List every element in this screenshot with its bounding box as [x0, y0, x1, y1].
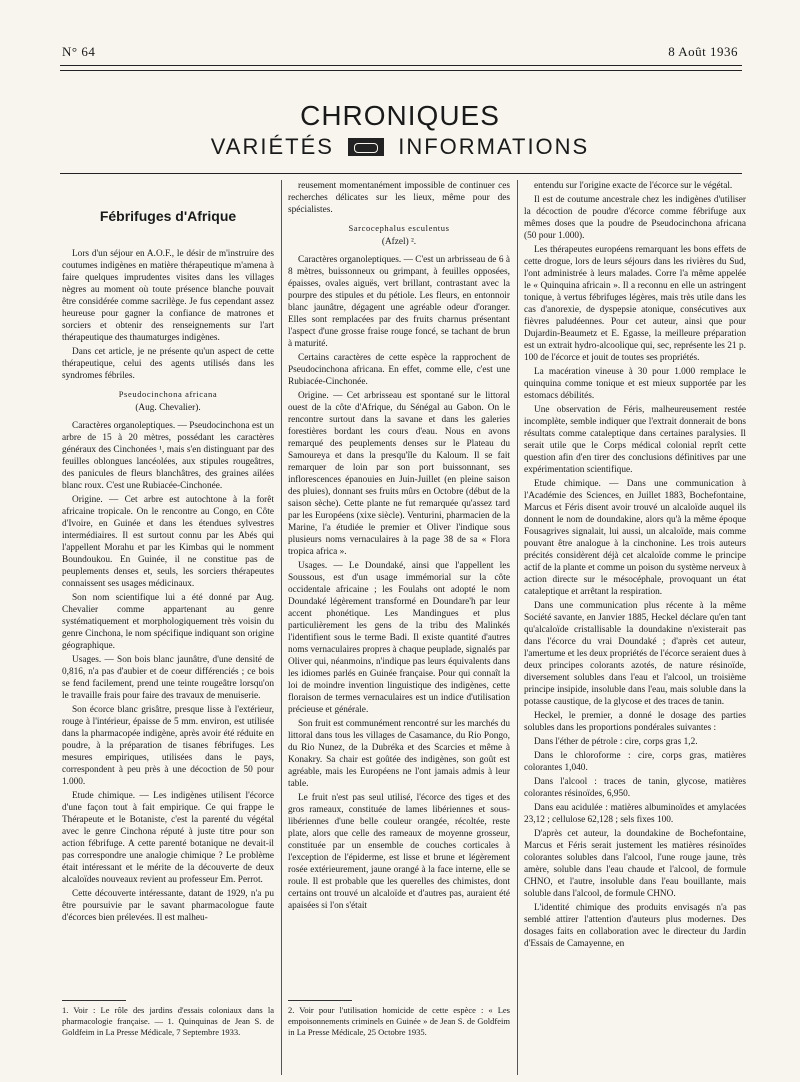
article-heading: Fébrifuges d'Afrique — [99, 208, 237, 224]
paragraph: D'après cet auteur, la doundakine de Bochefontaine, Marcus et Féris serait justement les matières résinoïdes colorantes solubles dans l'alcool, l'une rouge jaune, très amère, soluble dans l'eau chaude et l'alcool, de formule CHNO, et l'autre, insoluble dans l'eau bouillante, mais soluble dans l'alcool, de formule CHNO. — [524, 829, 746, 899]
paragraph: Usages. — Le Doundaké, ainsi que l'appellent les Soussous, est d'un usage immémorial sur la côte occidentale africaine ; les Foulahs ont adopté le nom Doundaké légèrement transformé en Doundare'h par leur accent phonétique. Les Mandingues et plus particulièrement les gens de la tribu des Malinkés l'identifient sous le terme Badi. Il existe quantité d'autres noms vernaculaires propres à chaque peuplade, signalés par Oliver qui, néanmoins, n'indique pas leurs équivalents dans les idiomes parlés en Guinée française. Pour qui connaît la loi de moindre invention linguistique des indigènes, cette floraison de termes vernaculaires est un indice d'utilisation précieuse et générale. — [288, 561, 510, 715]
paragraph: Lors d'un séjour en A.O.F., le désir de m'instruire des coutumes indigènes en matière thérapeutique m'amena à faire quelques imprudentes visites dans les villages nègres au moment où toute présence blanche pouvait être considérée comme sacrilège. Je fus cependant assez heureuse pour gagner la confiance de matrones et sorciers et obtenir des renseignements sur l'art thérapeutique des thaumaturges indigènes. — [62, 249, 274, 343]
paragraph: Dans le chloroforme : cire, corps gras, matières colorantes 1,040. — [524, 751, 746, 773]
column-1 — [62, 180, 274, 998]
subtitle-left: VARIÉTÉS — [210, 134, 334, 159]
paragraph: Il est de coutume ancestrale chez les indigènes d'utiliser la décoction de poudre d'écorce comme fébrifuge aux mêmes doses que la poudre de Pseudocinchona africana (50 pour 1.000). — [524, 195, 746, 241]
paragraph: reusement momentanément impossible de continuer ces recherches délicates sur les lieux, même pour des spécialistes. — [288, 181, 510, 215]
paragraph: Caractères organoleptiques. — Pseudocinchona est un arbre de 15 à 20 mètres, possédant les caractères généraux des Cinchonées ¹, mais s'en distinguant par des feuilles oblongues lancéolées, aux stipules rougeâtres, des panicules de fleurs blanchâtres, des graines ailées blanc roux. C'est une Rubiacée-Cinchonée. — [62, 421, 274, 491]
column-3 — [524, 180, 746, 998]
column-2 — [288, 180, 510, 998]
paragraph: Le fruit n'est pas seul utilisé, l'écorce des tiges et des gros rameaux, constituée de lames libériennes et sous-libériennes d'une belle couleur orangée, récoltée, reste plate, alors que celle des rameaux de moyenne grosseur, constituée par un ensemble de couches corticales à l'exception de l'épiderme, est lisse et brune et légèrement rosée extérieurement, jaune orangé à la face interne, elle se roule. Il est probable que les querelles des chimistes, dont certains ont trouvé un alcaloïde et d'autres pas, auraient été apaisées si l'on s'était — [288, 793, 510, 911]
paragraph: Une observation de Féris, malheureusement restée incomplète, semble indiquer que l'extrait donnerait de bons résultats comme cataleptique dans certaines paralysies. Il serait utile que le Corps médical colonial reprît cette question afin d'en tirer des conclusions définitives par une expérimentation scientifique. — [524, 405, 746, 475]
paragraph: Heckel, le premier, a donné le dosage des parties solubles dans les proportions pondérales suivantes : — [524, 711, 746, 733]
species-name: Sarcocephalus esculentus — [348, 223, 450, 233]
paragraph: Cette découverte intéressante, datant de 1929, n'a pu être poursuivie par le savant pharmacologue faute d'écorces bien prélevées. Il est malheu- — [62, 889, 274, 923]
paragraph: La macération vineuse à 30 pour 1.000 remplace le quinquina comme tonique et est mieux supportée par les estomacs débilités. — [524, 367, 746, 401]
column-divider — [517, 180, 518, 1075]
paragraph: Origine. — Cet arbrisseau est spontané sur le littoral ouest de la côte d'Afrique, du Sénégal au Gabon. On le rencontre surtout dans la savane et dans les galeries forestières bordant les cours d'eau. Nous en avons remarqué des peuplements denses sur le Plateau du Samoureya et dans la presqu'île du Kaloum. Il se fait remarquer de loin par son port buissonnant, ses inflorescences épanouies en Juin-Juillet (en pleine saison des pluies), donnant ses fruits mûrs en Octobre (début de la saison sèche). Cette plante ne fut remarquée qu'assez tard par les Européens (xixe siècle). Venturini, pharmacien de la Marine, l'a étudiée le premier et Oliver l'indique sous plusieurs noms vernaculaires à la page 38 de sa « Flora tropica africa ». — [288, 391, 510, 557]
paragraph: Les thérapeutes européens remarquant les bons effets de cette drogue, lors de leurs séjours dans les rivières du Sud, l'ont administrée à leurs malades. Corre l'a même appelée le « Quinquina africain ». Il a reconnu en elle un astringent tonique, à vertus fébrifuges légères, mais très utile dans les cas d'anorexie, de dyspepsie atonique, consécutives aux fièvres paludéennes. Pour cet auteur, ainsi que pour Dujardin-Beaumetz et E. Egasse, la meilleure préparation est un extrait hydro-alcoolique qui, sec, représente les 21 p. 100 de l'écorce et jouit de toutes ses propriétés. — [524, 245, 746, 363]
species-name: Pseudocinchona africana — [118, 389, 218, 399]
subtitle-right: INFORMATIONS — [398, 134, 590, 159]
species-author: (Afzel) ². — [381, 237, 417, 247]
species-author: (Aug. Chevalier). — [135, 403, 201, 413]
paragraph: Etude chimique. — Dans une communication à l'Académie des Sciences, en Juillet 1883, Bochefontaine, Marcus et Féris disent avoir trouvé un alcaloïde auquel ils donnent le nom de doundakine, alors qu'à la même époque Fousagrives signalait, lui aussi, un alcaloïde, mais comme pouvant être analogue à la cinchonine. Les trois auteurs précités considèrent déjà cet alcaloïde comme le principe actif de la plante et comme un poison du système nerveux à action directe sur le mésocéphale, provoquant un état cataleptique et arrêtant la respiration. — [524, 479, 746, 597]
paragraph: Etude chimique. — Les indigènes utilisent l'écorce d'une façon tout à fait empirique. Ce qui frappe le Thérapeute et le Botaniste, c'est la parenté du végétal avec le genre Cinchona réputé à juste titre pour son action fébrifuge. A cette parenté botanique ne devait-il pas correspondre une analogie chimique ? Le problème était intéressant et le mérite de la découverte de deux alcaloïdes nouveaux revient au professeur Em. Perrot. — [62, 791, 274, 885]
paragraph: Dans eau acidulée : matières albuminoïdes et amylacées 23,12 ; cellulose 62,128 ; sels fixes 100. — [524, 803, 746, 825]
section-subtitle — [0, 134, 800, 160]
column-divider — [281, 180, 282, 1075]
section-title: CHRONIQUES — [300, 100, 500, 131]
paragraph: Dans cet article, je ne présente qu'un aspect de cette thérapeutique, celui des agents utilisés dans les syndromes fébriles. — [62, 347, 274, 381]
paragraph: Origine. — Cet arbre est autochtone à la forêt africaine tropicale. On le rencontre au Congo, en Côte d'Ivoire, en Guinée et dans les étendues sylvestres intermédiaires. Il est surtout connu par les Abés qui l'appellent Morahu et par les Kimbas qui le nomment Boundoukou. En Guinée, il ne constitue pas de peuplements denses et, seuls, les sorciers thérapeutes connaissent ses usages médicinaux. — [62, 495, 274, 589]
paragraph: Son nom scientifique lui a été donné par Aug. Chevalier comme appartenant au genre systématiquement et morphologiquement très voisin du genre Cinchona, le nom spécifique indiquant son origine géographique. — [62, 593, 274, 651]
paragraph: Dans une communication plus récente à la même Société savante, en Janvier 1885, Heckel déclare qu'en tant qu'alcaloïde cristallisable la doundakine n'existerait pas dans l'écorce du vrai Doundaké ; d'après cet auteur, l'amertume et les deux propriétés de l'écorce seraient dues à deux principes colorants azotés, de nature résinoïde, diversement solubles dans l'eau et l'alcool, un troisième principe insipide, insoluble dans l'eau, mais soluble dans la potasse caustique, de la glycose et des traces de tanin. — [524, 601, 746, 707]
paragraph: Certains caractères de cette espèce la rapprochent de Pseudocinchona africana. En effet, comme elle, c'est une Rubiacée-Cinchonée. — [288, 353, 510, 387]
paragraph: Usages. — Son bois blanc jaunâtre, d'une densité de 0,816, n'a pas d'aubier et de coeur différenciés ; ce bois se fend facilement, prend une teinte rougeâtre lorsqu'on le travaille frais pour faire des travaux de menuiserie. — [62, 655, 274, 701]
issue-date: 8 Août 1936 — [668, 44, 738, 59]
header-rule-top — [60, 65, 742, 66]
ornament-icon — [348, 138, 384, 156]
paragraph: Son fruit est communément rencontré sur les marchés du littoral dans tous les villages de Casamance, du Rio Pongo, du Rio Nunez, de la Dubréka et des Scarcies et même à Konakry. Sa chair est goûtée des indigènes, son goût est agréable, mais les Européens ne l'ont jamais admis à leur table. — [288, 719, 510, 789]
footnote-rule — [62, 1000, 126, 1001]
paragraph: Caractères organoleptiques. — C'est un arbrisseau de 6 à 8 mètres, buissonneux ou grimpant, à feuilles opposées, épaisses, ovales aiguës, vert brillant, contrastant avec la pourpre des stipules et du pétiole. Les fleurs, en entonnoir blanc jaunâtre, dégagent une agréable odeur d'oranger. Elles sont remplacées par des fruits charnus présentant l'aspect d'une grosse fraise rouge foncé, se tachant de brun à maturité. — [288, 255, 510, 349]
issue-number: N° 64 — [62, 44, 96, 59]
footnote-2: 2. Voir pour l'utilisation homicide de cette espèce : « Les empoisonnements criminels en Guinée » de Jean S. de Goldfeim in La Presse Médicale, 25 Octobre 1935. — [288, 1005, 510, 1037]
footnote-rule — [288, 1000, 352, 1001]
header-rule-bottom — [60, 70, 742, 71]
paragraph: entendu sur l'origine exacte de l'écorce sur le végétal. — [534, 181, 733, 191]
paragraph: L'identité chimique des produits envisagés n'a pas semblé attirer l'attention d'auteurs plus modernes. Des dosages faits en collaboration avec le directeur du Jardin d'Essais de Camayenne, en — [524, 903, 746, 949]
paragraph: Dans l'éther de pétrole : cire, corps gras 1,2. — [534, 737, 698, 747]
title-rule — [60, 173, 742, 174]
paragraph: Dans l'alcool : traces de tanin, glycose, matières colorantes résinoïdes, 6,950. — [524, 777, 746, 799]
paragraph: Son écorce blanc grisâtre, presque lisse à l'extérieur, rouge à l'intérieur, épaisse de 5 mm. environ, est utilisée dans la pharmacopée indigène, après avoir été réduite en poudre, à la préparation de tisanes fébrifuges. Les mesures empiriques, utilisées dans le pays, correspondent à peu près à une décoction de 50 pour 1.000. — [62, 705, 274, 787]
footnote-1: 1. Voir : Le rôle des jardins d'essais coloniaux dans la pharmacologie française. — 1. Quinquinas de Jean S. de Goldfeim in La Presse Médicale, 7 Septembre 1933. — [62, 1005, 274, 1037]
